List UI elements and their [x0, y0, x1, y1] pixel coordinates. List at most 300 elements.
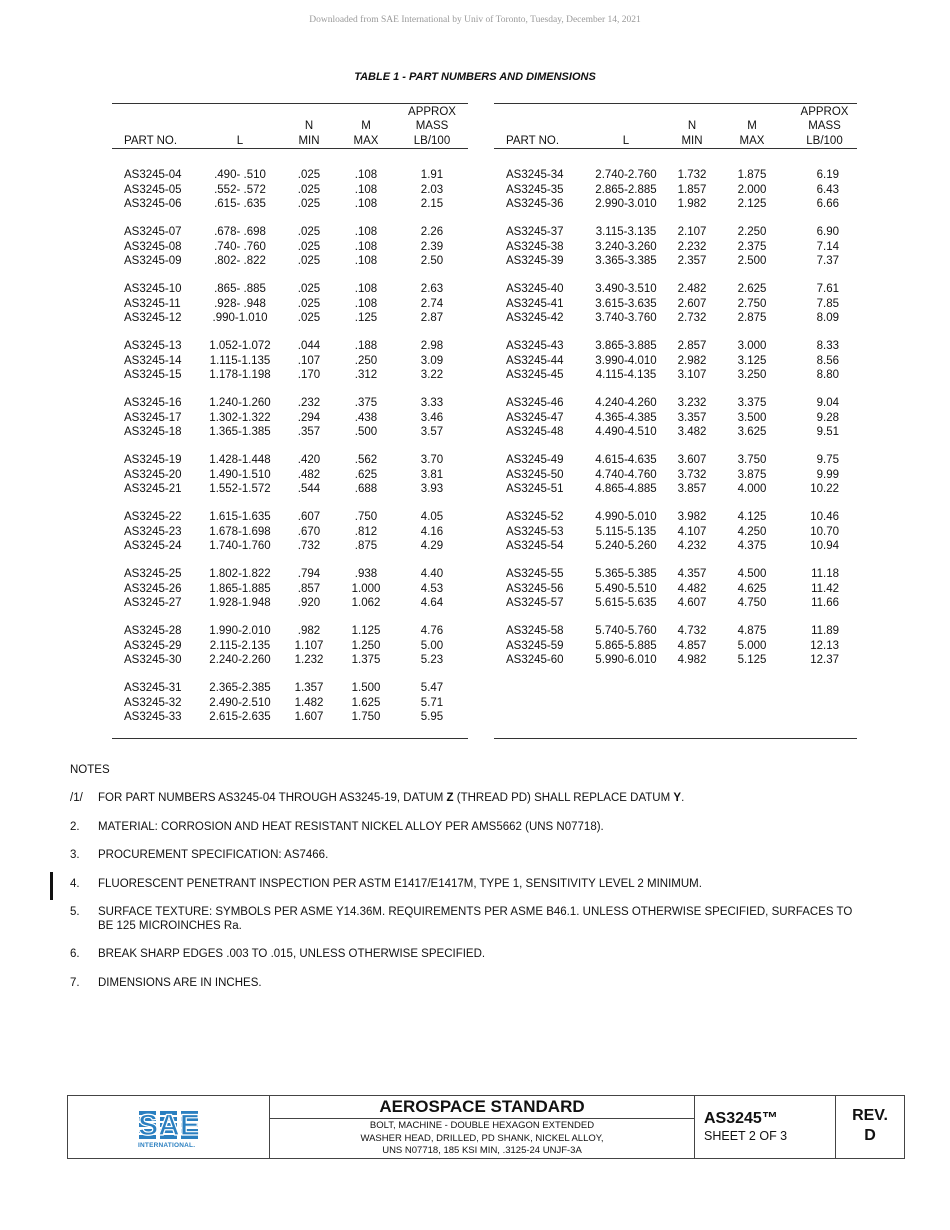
cell-n-min: .025: [297, 183, 321, 196]
cell-part-no: AS3245-13: [124, 340, 182, 352]
cell-mass: 6.66: [816, 198, 839, 210]
cell-part-no: AS3245-17: [124, 411, 182, 424]
cell-mass: 11.18: [811, 568, 839, 580]
cell-part-no: AS3245-43: [506, 340, 564, 352]
table-row: [494, 453, 857, 468]
cell-part-no: AS3245-47: [506, 411, 564, 424]
cell-n-min: 3.982: [677, 511, 707, 523]
cell-l: 1.302-1.322: [209, 411, 271, 424]
cell-m-max: .625: [354, 468, 378, 481]
standard-description: BOLT, MACHINE - DOUBLE HEXAGON EXTENDED WASHER HEAD, DRILLED, PD SHANK, NICKEL ALLOY, UNS N07718, 185 KSI MIN, .3125-24 UNJF-3A: [360, 1120, 604, 1156]
cell-m-max: .108: [354, 255, 378, 267]
cell-m-max: .438: [354, 411, 378, 424]
row-group: [494, 225, 857, 282]
table-row: [112, 582, 468, 597]
row-group: [112, 225, 468, 282]
note-number: 2.: [70, 820, 80, 833]
cell-m-max: 3.250: [737, 369, 767, 381]
table-row: [112, 311, 468, 326]
cell-part-no: AS3245-16: [124, 397, 182, 409]
cell-mass: 9.51: [816, 426, 839, 438]
cell-l: 4.740-4.760: [595, 468, 657, 481]
cell-part-no: AS3245-27: [124, 597, 182, 609]
table-row: [112, 596, 468, 611]
cell-n-min: .920: [297, 597, 321, 609]
cell-n-min: 2.107: [677, 226, 707, 238]
cell-part-no: AS3245-35: [506, 183, 564, 196]
cell-m-max: 3.125: [737, 354, 767, 367]
cell-m-max: .108: [354, 183, 378, 196]
cell-part-no: AS3245-54: [506, 540, 564, 552]
table-row: [112, 653, 468, 668]
table-row: [112, 425, 468, 440]
cell-l: 1.240-1.260: [209, 397, 271, 409]
cell-m-max: 3.000: [737, 340, 767, 352]
cell-part-no: AS3245-37: [506, 226, 564, 238]
cell-n-min: .025: [297, 297, 321, 310]
note-number: 4.: [70, 877, 80, 890]
cell-l: 5.490-5.510: [595, 582, 657, 595]
row-group: [112, 567, 468, 624]
table-row: [494, 368, 857, 383]
cell-mass: 1.91: [420, 169, 444, 181]
cell-m-max: 5.125: [737, 654, 767, 666]
cell-n-min: 1.607: [294, 711, 324, 723]
cell-part-no: AS3245-29: [124, 639, 182, 652]
cell-m-max: .750: [354, 511, 378, 523]
cell-l: 1.928-1.948: [209, 597, 271, 609]
row-group: [494, 149, 857, 225]
cell-l: 2.615-2.635: [209, 711, 271, 723]
cell-mass: 9.99: [816, 468, 839, 481]
cell-mass: 3.81: [420, 468, 444, 481]
cell-n-min: .025: [297, 169, 321, 181]
parts-table-left: [112, 103, 468, 739]
cell-n-min: 3.732: [677, 468, 707, 481]
cell-l: 5.865-5.885: [595, 639, 657, 652]
row-group: [112, 396, 468, 453]
note-number: 3.: [70, 849, 80, 861]
cell-l: .552- .572: [214, 183, 266, 196]
cell-n-min: 2.607: [677, 297, 707, 310]
cell-n-min: 1.482: [294, 696, 324, 709]
header-m-max: M MAX: [739, 120, 765, 147]
table-row: [112, 411, 468, 426]
cell-n-min: 1.107: [294, 639, 324, 652]
cell-l: 5.365-5.385: [595, 568, 657, 580]
cell-m-max: 4.000: [737, 483, 767, 495]
cell-l: 2.365-2.385: [209, 682, 271, 694]
cell-mass: 7.37: [816, 255, 839, 267]
cell-l: 4.615-4.635: [595, 454, 657, 466]
cell-mass: 5.95: [420, 711, 444, 723]
cell-m-max: 5.000: [737, 639, 767, 652]
cell-l: 3.490-3.510: [595, 283, 657, 295]
cell-part-no: AS3245-50: [506, 468, 564, 481]
table-row: [112, 696, 468, 711]
cell-l: 1.678-1.698: [209, 525, 271, 538]
cell-n-min: 3.357: [677, 411, 707, 424]
cell-n-min: 2.482: [677, 283, 707, 295]
header-part-no: PART NO.: [506, 134, 560, 147]
cell-mass: 12.13: [810, 639, 839, 652]
cell-n-min: .025: [297, 226, 321, 238]
cell-l: 1.740-1.760: [209, 540, 271, 552]
cell-mass: 2.15: [420, 198, 444, 210]
cell-m-max: 2.875: [737, 312, 767, 324]
cell-n-min: 4.357: [677, 568, 707, 580]
cell-mass: 4.16: [420, 525, 444, 538]
cell-mass: 5.23: [420, 654, 444, 666]
header-n-min: N MIN: [298, 120, 320, 147]
cell-part-no: AS3245-52: [506, 511, 564, 523]
parts-table-right: [494, 103, 857, 739]
table-header: [494, 104, 857, 149]
cell-part-no: AS3245-20: [124, 468, 182, 481]
row-group: [494, 453, 857, 510]
table-row: [494, 468, 857, 483]
cell-m-max: 2.125: [737, 198, 767, 210]
table-row: [494, 197, 857, 212]
cell-m-max: .375: [354, 397, 378, 409]
cell-part-no: AS3245-28: [124, 625, 182, 637]
row-group: [494, 282, 857, 339]
cell-mass: 2.39: [420, 240, 444, 253]
cell-mass: 8.33: [816, 340, 839, 352]
table-row: [112, 468, 468, 483]
table-row: [112, 525, 468, 540]
row-group: [112, 282, 468, 339]
cell-m-max: 1.500: [351, 682, 381, 694]
table-row: [494, 297, 857, 312]
cell-part-no: AS3245-07: [124, 226, 182, 238]
cell-n-min: 2.232: [677, 240, 707, 253]
cell-m-max: 4.875: [737, 625, 767, 637]
table-row: [494, 225, 857, 240]
table-row: [112, 710, 468, 725]
sheet-number: SHEET 2 OF 3: [704, 1129, 788, 1143]
table-row: [112, 482, 468, 497]
cell-l: 2.240-2.260: [209, 654, 271, 666]
cell-m-max: .500: [354, 426, 378, 438]
cell-mass: 9.04: [816, 397, 839, 409]
cell-mass: 10.22: [810, 483, 839, 495]
table-row: [494, 624, 857, 639]
cell-mass: 6.90: [816, 226, 839, 238]
cell-l: 3.740-3.760: [595, 312, 657, 324]
cell-part-no: AS3245-34: [506, 169, 564, 181]
logo-subtext: INTERNATIONAL.: [138, 1142, 196, 1149]
table-row: [112, 183, 468, 198]
table-title: TABLE 1 - PART NUMBERS AND DIMENSIONS: [354, 71, 596, 83]
cell-l: .740- .760: [214, 240, 266, 253]
cell-part-no: AS3245-12: [124, 312, 182, 324]
cell-m-max: .188: [354, 340, 378, 352]
cell-mass: 4.76: [420, 625, 444, 637]
cell-m-max: .562: [354, 454, 378, 466]
header-l: L: [622, 134, 630, 147]
row-group: [112, 453, 468, 510]
cell-l: 2.990-3.010: [595, 198, 657, 210]
cell-n-min: 4.607: [677, 597, 707, 609]
table-row: [112, 624, 468, 639]
table-body: [494, 149, 857, 681]
cell-l: 1.178-1.198: [209, 369, 271, 381]
cell-n-min: .670: [297, 525, 321, 538]
table-row: [112, 567, 468, 582]
cell-n-min: .794: [297, 568, 321, 580]
table-row: [494, 525, 857, 540]
cell-mass: 5.47: [420, 682, 444, 694]
note-item: [70, 977, 870, 991]
cell-m-max: 1.625: [351, 696, 381, 709]
note-item: [70, 948, 870, 962]
row-group: [494, 339, 857, 396]
cell-mass: 3.09: [420, 354, 444, 367]
cell-n-min: 3.607: [677, 454, 707, 466]
note-text: FOR PART NUMBERS AS3245-04 THROUGH AS3245-19, DATUM Z (THREAD PD) SHALL REPLACE DATUM Y.: [98, 792, 685, 804]
cell-m-max: 4.500: [737, 568, 767, 580]
cell-mass: 6.19: [816, 169, 839, 181]
table-row: [494, 539, 857, 554]
note-text: MATERIAL: CORROSION AND HEAT RESISTANT NICKEL ALLOY PER AMS5662 (UNS N07718).: [98, 820, 604, 833]
cell-mass: 3.70: [420, 454, 444, 466]
cell-part-no: AS3245-41: [506, 297, 564, 310]
logo-cell: [68, 1096, 270, 1158]
cell-n-min: 3.107: [677, 369, 707, 381]
table-row: [494, 183, 857, 198]
standard-title: AEROSPACE STANDARD: [270, 1096, 694, 1119]
table-row: [112, 453, 468, 468]
cell-l: 3.990-4.010: [595, 354, 657, 367]
cell-n-min: .482: [297, 468, 321, 481]
cell-n-min: 1.857: [677, 183, 707, 196]
revision-change-bar: [50, 872, 53, 900]
table-row: [112, 368, 468, 383]
cell-m-max: 2.000: [737, 183, 767, 196]
cell-mass: 11.89: [811, 625, 839, 637]
note-number: 6.: [70, 948, 80, 960]
cell-m-max: 4.750: [737, 597, 767, 609]
cell-n-min: 4.232: [677, 540, 707, 552]
cell-mass: 7.61: [816, 283, 839, 295]
cell-mass: 4.40: [420, 568, 444, 580]
row-group: [112, 149, 468, 225]
row-group: [494, 396, 857, 453]
cell-m-max: .108: [354, 240, 378, 253]
cell-n-min: .857: [297, 582, 321, 595]
table-row: [494, 240, 857, 255]
cell-part-no: AS3245-45: [506, 369, 564, 381]
cell-n-min: .544: [297, 483, 321, 495]
note-item: [70, 849, 870, 863]
cell-mass: 11.42: [811, 582, 839, 595]
row-group: [494, 510, 857, 567]
table-row: [112, 297, 468, 312]
header-l: L: [236, 134, 244, 147]
cell-l: 1.490-1.510: [209, 468, 271, 481]
cell-mass: 4.64: [420, 597, 444, 609]
row-group: [112, 339, 468, 396]
note-item: [70, 792, 870, 806]
cell-l: 5.740-5.760: [595, 625, 657, 637]
cell-l: .802- .822: [214, 255, 266, 267]
cell-m-max: 3.375: [737, 397, 767, 409]
cell-m-max: .108: [354, 297, 378, 310]
cell-part-no: AS3245-31: [124, 682, 182, 694]
cell-mass: 6.43: [816, 183, 839, 196]
cell-l: 1.365-1.385: [209, 426, 271, 438]
cell-part-no: AS3245-26: [124, 582, 182, 595]
table-row: [112, 225, 468, 240]
header-m-max: M MAX: [353, 120, 379, 147]
cell-part-no: AS3245-25: [124, 568, 182, 580]
cell-l: 1.802-1.822: [209, 568, 271, 580]
cell-l: 5.240-5.260: [595, 540, 657, 552]
row-group: [112, 624, 468, 681]
table-row: [112, 681, 468, 696]
cell-mass: 3.57: [420, 426, 444, 438]
cell-part-no: AS3245-05: [124, 183, 182, 196]
cell-n-min: 3.232: [677, 397, 707, 409]
cell-n-min: 1.232: [294, 654, 324, 666]
cell-m-max: 2.750: [737, 297, 767, 310]
cell-n-min: .025: [297, 255, 321, 267]
cell-mass: 9.28: [816, 411, 839, 424]
table-row: [494, 282, 857, 297]
cell-m-max: .688: [354, 483, 378, 495]
table-body: [112, 149, 468, 738]
table-row: [112, 539, 468, 554]
cell-part-no: AS3245-18: [124, 426, 182, 438]
cell-l: 1.428-1.448: [209, 454, 271, 466]
table-row: [494, 254, 857, 269]
cell-mass: 2.74: [420, 297, 444, 310]
table-row: [494, 653, 857, 668]
cell-m-max: .938: [354, 568, 378, 580]
cell-part-no: AS3245-10: [124, 283, 182, 295]
cell-m-max: 3.500: [737, 411, 767, 424]
cell-l: 5.115-5.135: [595, 525, 657, 538]
cell-m-max: 2.375: [737, 240, 767, 253]
cell-m-max: .250: [354, 354, 378, 367]
cell-part-no: AS3245-42: [506, 312, 564, 324]
cell-m-max: 1.000: [351, 582, 381, 595]
cell-n-min: 2.982: [677, 354, 707, 367]
revision-cell: [836, 1096, 904, 1158]
cell-m-max: 1.250: [351, 639, 381, 652]
table-row: [494, 354, 857, 369]
revision-value: D: [864, 1127, 876, 1144]
table-row: [112, 168, 468, 183]
cell-part-no: AS3245-36: [506, 198, 564, 210]
cell-part-no: AS3245-21: [124, 483, 182, 495]
cell-mass: 3.22: [420, 369, 444, 381]
cell-m-max: .108: [354, 283, 378, 295]
cell-n-min: .170: [297, 369, 321, 381]
cell-n-min: .044: [297, 340, 321, 352]
cell-n-min: .607: [297, 511, 321, 523]
cell-mass: 9.75: [816, 454, 839, 466]
cell-l: 4.865-4.885: [595, 483, 657, 495]
cell-l: .615- .635: [214, 198, 266, 210]
cell-part-no: AS3245-23: [124, 525, 182, 538]
cell-n-min: 3.857: [677, 483, 707, 495]
table-header: [112, 104, 468, 149]
cell-mass: 12.37: [810, 654, 839, 666]
cell-part-no: AS3245-39: [506, 255, 564, 267]
table-row: [112, 639, 468, 654]
cell-m-max: 1.062: [351, 597, 381, 609]
cell-mass: 2.03: [420, 183, 444, 196]
cell-part-no: AS3245-46: [506, 397, 564, 409]
cell-mass: 3.33: [420, 397, 444, 409]
cell-mass: 2.26: [420, 226, 444, 238]
cell-m-max: 3.750: [737, 454, 767, 466]
table-row: [112, 282, 468, 297]
cell-l: 4.240-4.260: [595, 397, 657, 409]
cell-m-max: .108: [354, 226, 378, 238]
cell-part-no: AS3245-49: [506, 454, 564, 466]
cell-part-no: AS3245-40: [506, 283, 564, 295]
cell-mass: 7.85: [816, 297, 839, 310]
cell-mass: 2.63: [420, 283, 444, 295]
header-mass: APPROX MASS LB/100: [800, 105, 849, 147]
cell-l: 3.615-3.635: [595, 297, 657, 310]
cell-m-max: .108: [354, 198, 378, 210]
cell-m-max: 2.250: [737, 226, 767, 238]
cell-part-no: AS3245-30: [124, 654, 182, 666]
cell-n-min: 2.857: [677, 340, 707, 352]
cell-n-min: .025: [297, 240, 321, 253]
cell-l: 3.240-3.260: [595, 240, 657, 253]
cell-mass: 5.71: [420, 696, 444, 709]
cell-m-max: 1.125: [351, 625, 381, 637]
table-row: [494, 567, 857, 582]
cell-n-min: 2.357: [677, 255, 707, 267]
note-item: [70, 906, 870, 933]
document-number: AS3245™: [704, 1110, 778, 1127]
table-row: [494, 396, 857, 411]
cell-l: 3.365-3.385: [595, 255, 657, 267]
cell-mass: 4.53: [420, 582, 444, 595]
cell-n-min: .732: [297, 540, 321, 552]
cell-n-min: 4.732: [677, 625, 707, 637]
notes-section: [70, 764, 870, 1005]
cell-l: .928- .948: [214, 297, 266, 310]
table-row: [494, 482, 857, 497]
cell-part-no: AS3245-48: [506, 426, 564, 438]
cell-n-min: 1.982: [677, 198, 707, 210]
cell-l: 4.365-4.385: [595, 411, 657, 424]
cell-l: 3.115-3.135: [595, 226, 657, 238]
cell-l: 2.740-2.760: [595, 169, 657, 181]
note-text: PROCUREMENT SPECIFICATION: AS7466.: [98, 849, 329, 861]
cell-m-max: 4.125: [737, 511, 767, 523]
cell-l: .678- .698: [214, 226, 266, 238]
cell-n-min: 2.732: [677, 312, 707, 324]
cell-n-min: 4.482: [677, 582, 707, 595]
cell-m-max: 1.875: [737, 169, 767, 181]
cell-n-min: .420: [297, 454, 321, 466]
cell-mass: 2.87: [420, 312, 444, 324]
table-row: [494, 311, 857, 326]
cell-m-max: 4.250: [737, 525, 767, 538]
cell-l: 1.052-1.072: [209, 340, 271, 352]
header-n-min: N MIN: [681, 120, 703, 147]
sae-logo: [137, 1107, 201, 1141]
document-cell: [695, 1096, 836, 1158]
